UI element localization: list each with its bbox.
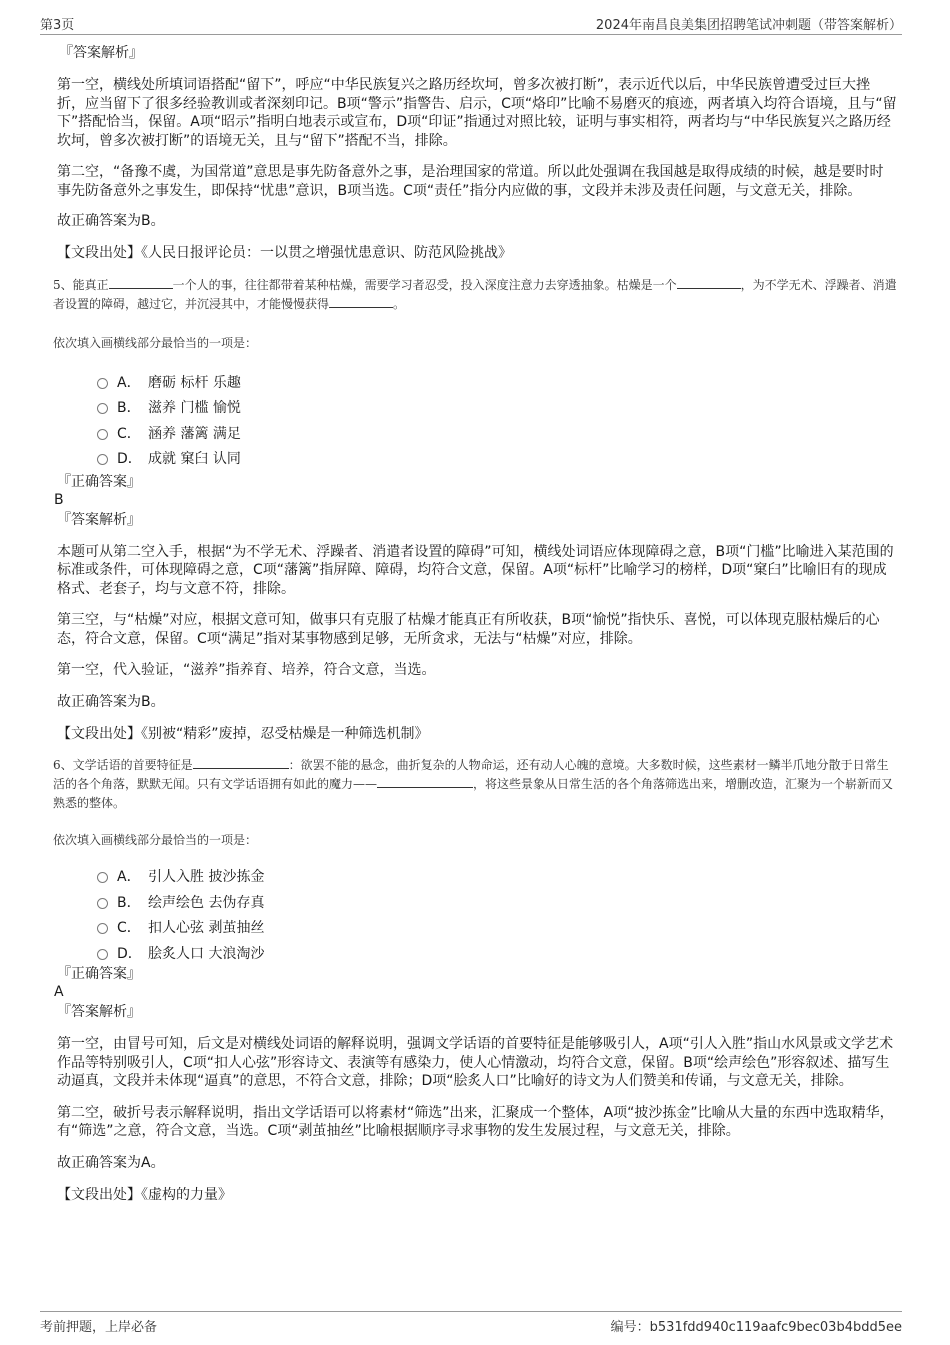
blank-2 (677, 276, 741, 289)
source-citation: 【文段出处】《虚构的力量》 (57, 1187, 232, 1203)
conclusion: 故正确答案为B。 (57, 213, 165, 229)
conclusion: 故正确答案为A。 (57, 1154, 165, 1171)
blank-3 (329, 295, 393, 308)
document-title: 2024年南昌良美集团招聘笔试冲刺题（带答案解析） (595, 18, 902, 33)
option-a[interactable]: A． 引人入胜 披沙拣金 (97, 867, 897, 893)
option-c[interactable]: C． 扣人心弦 剥茧抽丝 (97, 918, 897, 944)
radio-icon[interactable] (97, 378, 108, 389)
analysis-paragraph: 第二空，“备豫不虞，为国常道”意思是事先防备意外之事，是治理国家的常道。所以此处强调在我国越是取得成绩的时候，越是要时时事先防备意外之事发生，即保持“忧患”意识，B项当选。C项“责任”指分内应做的事，文段并未涉及责任问题，与文意无关，排除。 (57, 164, 884, 199)
radio-icon[interactable] (97, 403, 108, 414)
radio-icon[interactable] (97, 454, 108, 465)
radio-icon[interactable] (97, 949, 108, 960)
analysis-label: 『答案解析』 (57, 1004, 141, 1020)
option-c[interactable]: C． 涵养 藩篱 满足 (97, 424, 897, 450)
page-header (40, 12, 902, 35)
option-b[interactable]: B． 绘声绘色 去伪存真 (97, 893, 897, 919)
radio-icon[interactable] (97, 923, 108, 934)
analysis-label: 『答案解析』 (59, 45, 143, 61)
page-footer (40, 1311, 902, 1336)
radio-icon[interactable] (97, 872, 108, 883)
question-prompt: 依次填入画横线部分最恰当的一项是： (53, 335, 258, 350)
analysis-paragraph: 第三空，与“枯燥”对应，根据文意可知，做事只有克服了枯燥才能真正有所收获，B项“愉悦”指快乐、喜悦，可以体现克服枯燥后的心态，符合文意，保留。C项“满足”指对某事物感到足够，无所贪求，无法与“枯燥”对应，排除。 (57, 612, 880, 647)
correct-answer-label: 『正确答案』 (57, 473, 141, 490)
analysis-paragraph: 第一空，由冒号可知，后文是对横线处词语的解释说明，强调文学话语的首要特征是能够吸引人，A项“引人入胜”指山水风景或文学艺术作品等特别吸引人，C项“扣人心弦”形容诗文、表演等有感染力，使人心情激动，均符合文意，保留。B项“绘声绘色”形容叙述、描写生动逼真，文段并未体现“逼真”的意思，不符合文意，排除；D项“脍炙人口”比喻好的诗文为人们赞美和传诵，与文意无关，排除。 (57, 1036, 894, 1089)
analysis-paragraph: 第一空，横线处所填词语搭配“留下”，呼应“中华民族复兴之路历经坎坷，曾多次被打断”，表示近代以后，中华民族曾遭受过巨大挫折，应当留下了很多经验教训或者深刻印记。B项“警示”指警告、启示，C项“烙印”比喻不易磨灭的痕迹，两者填入均符合语境，且与“留下”搭配恰当，保留。A项“昭示”指明白地表示或宣布，D项“印证”指通过对照比较，证明与事实相符，两者均与“中华民族复兴之路历经坎坷，曾多次被打断”的语境无关，且与“留下”搭配不当，排除。 (57, 77, 897, 149)
options-list (97, 373, 897, 475)
radio-icon[interactable] (97, 898, 108, 909)
page-number: 第3页 (40, 18, 75, 33)
question-5-text: 5、能真正 一个人的事，往往都带着某种枯燥，需要学习者忍受，投入深度注意力去穿透抽象。枯燥是一个 ，为不学无术、浮躁者、消遣者设置的障碍，越过它，并沉浸其中，才能慢慢获得 。 (53, 277, 897, 311)
blank-1 (193, 756, 289, 769)
conclusion: 故正确答案为B。 (57, 693, 165, 710)
analysis-paragraph: 第一空，代入验证，“滋养”指养育、培养，符合文意，当选。 (57, 662, 436, 678)
analysis-paragraph: 第二空，破折号表示解释说明，指出文学话语可以将素材“筛选”出来，汇聚成一个整体，A项“披沙拣金”比喻从大量的东西中选取精华，有“筛选”之意，符合文意，当选。C项“剥茧抽丝”比喻根据顺序寻求事物的发生发展过程，与文意无关，排除。 (57, 1104, 894, 1139)
footer-slogan: 考前押题，上岸必备 (40, 1320, 158, 1335)
source-citation: 【文段出处】《别被“精彩”废掉，忍受枯燥是一种筛选机制》 (57, 726, 429, 742)
option-b[interactable]: B． 滋养 门槛 愉悦 (97, 398, 897, 424)
correct-answer: A (54, 984, 64, 1000)
correct-answer-label: 『正确答案』 (57, 966, 141, 982)
option-d[interactable]: D． 成就 窠臼 认同 (97, 449, 897, 475)
blank-2 (377, 775, 473, 788)
options-list (97, 867, 897, 969)
question-6-text: 6、文学话语的首要特征是 ：欲罢不能的悬念，曲折复杂的人物命运，还有动人心魄的意境。大多数时候，这些素材一鳞半爪地分散于日常生活的各个角落，默默无闻。只有文学话语拥有如此的魔力—— ，将这些景象从日常生活的各个角落筛选出来，增删改造，汇聚为一个崭新而又熟悉的整体。 (53, 758, 894, 810)
document-content (53, 44, 897, 1204)
source-citation: 【文段出处】《人民日报评论员：一以贯之增强忧患意识、防范风险挑战》 (57, 244, 512, 261)
analysis-label: 『答案解析』 (57, 511, 141, 528)
document-id: 编号：b531fdd940c119aafc9bec03b4bdd5ee (610, 1320, 902, 1335)
analysis-paragraph: 本题可从第二空入手，根据“为不学无术、浮躁者、消遣者设置的障碍”可知，横线处词语应体现障碍之意，B项“门槛”比喻进入某范围的标准或条件，可体现障碍之意，C项“藩篱”指屏障、障碍，均符合文意，保留。A项“标杆”比喻学习的榜样，D项“窠臼”比喻旧有的现成格式、老套子，均与文意不符，排除。 (57, 543, 894, 597)
option-a[interactable]: A． 磨砺 标杆 乐趣 (97, 373, 897, 399)
radio-icon[interactable] (97, 429, 108, 440)
option-d[interactable]: D． 脍炙人口 大浪淘沙 (97, 944, 897, 970)
question-prompt: 依次填入画横线部分最恰当的一项是： (53, 833, 258, 847)
blank-1 (109, 276, 173, 289)
correct-answer: B (54, 491, 64, 508)
